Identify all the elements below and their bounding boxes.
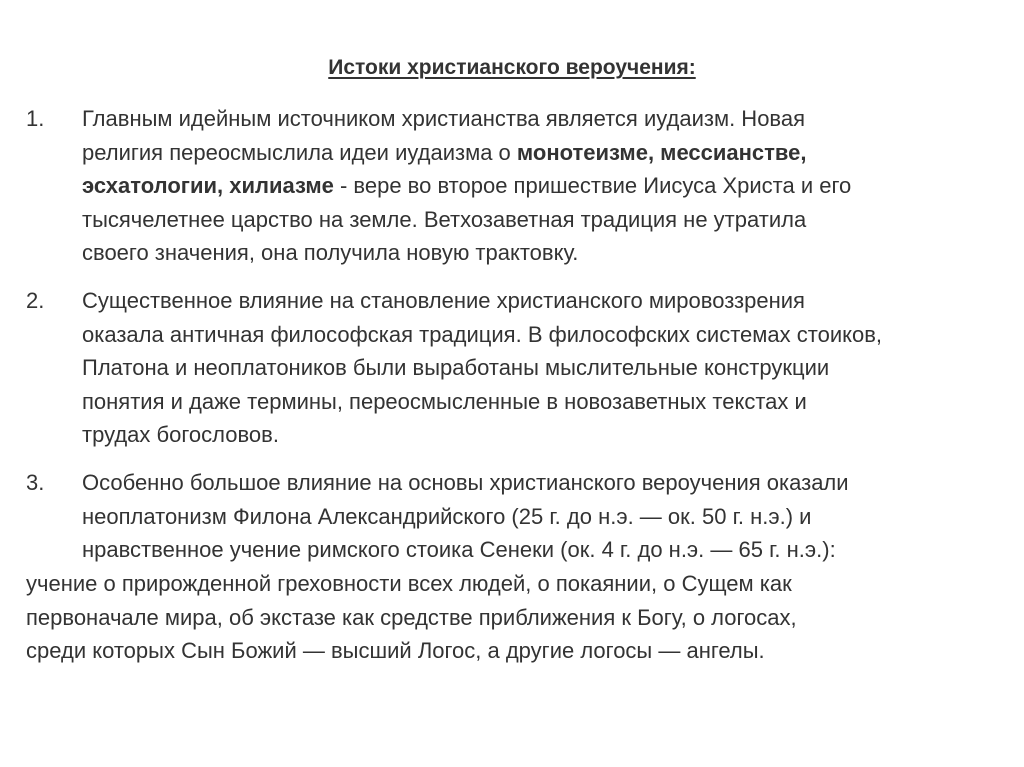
list-item-number: 1.	[26, 106, 45, 131]
text-line: первоначале мира, об экстазе как средстве приближения к Богу, о логосах,	[26, 604, 797, 630]
list-item-text	[82, 102, 1007, 270]
text-line: учение о прирожденной греховности всех людей, о покаянии, о Сущем как	[26, 571, 792, 596]
slide-title: Истоки христианского вероучения:	[328, 56, 696, 79]
text-line	[82, 466, 1007, 500]
text-run: - вере во второе пришествие Иисуса Христа и его	[333, 173, 852, 198]
text-run: понятия и даже термины, переосмысленные в новозаветных текстах и	[82, 388, 807, 414]
text-run: неоплатонизм Филона Александрийского (25 г. до н.э. — ок. 50 г. н.э.) и	[82, 503, 812, 529]
text-line: среди которых Сын Божий — высший Логос, а другие логосы — ангелы.	[26, 638, 765, 663]
text-line	[82, 500, 1007, 534]
list-item-number: 3.	[26, 470, 45, 495]
text-line	[82, 236, 1007, 270]
text-line	[82, 418, 1007, 452]
text-run: Особенно большое влияние на основы христианского вероучения оказали	[82, 470, 849, 495]
text-line	[82, 351, 1007, 385]
text-line	[82, 169, 1007, 203]
text-run: трудах богословов.	[82, 422, 279, 447]
list-item-text	[82, 284, 1007, 452]
text-run: Главным идейным источником христианства является иудаизм. Новая	[82, 106, 806, 131]
text-line	[82, 136, 1007, 170]
text-line	[82, 533, 1007, 567]
text-run: Существенное влияние на становление христианского мировоззрения	[82, 288, 805, 313]
bold-term: монотеизме, мессианстве,	[516, 139, 807, 165]
text-line	[82, 203, 1007, 237]
list-item-number: 2.	[26, 288, 45, 313]
text-run: оказала античная философская традиция. В философских системах стоиков,	[82, 321, 883, 347]
text-run: тысячелетнее царство на земле. Ветхозаветная традиция не утратила	[82, 206, 807, 232]
text-run: своего значения, она получила новую трактовку.	[82, 240, 579, 265]
bold-term: эсхатологии, хилиазме	[82, 173, 334, 198]
list-item-3-continuation	[26, 567, 1001, 668]
text-run: религия переосмыслила идеи иудаизма о	[82, 139, 517, 165]
list-item-text	[82, 466, 1007, 567]
text-line	[82, 385, 1007, 419]
text-line	[82, 284, 1007, 318]
text-line	[82, 102, 1007, 136]
text-run: Платона и неоплатоников были выработаны мыслительные конструкции	[82, 355, 830, 380]
text-run: нравственное учение римского стоика Сенеки (ок. 4 г. до н.э. — 65 г. н.э.):	[82, 537, 836, 562]
text-line	[82, 318, 1007, 352]
